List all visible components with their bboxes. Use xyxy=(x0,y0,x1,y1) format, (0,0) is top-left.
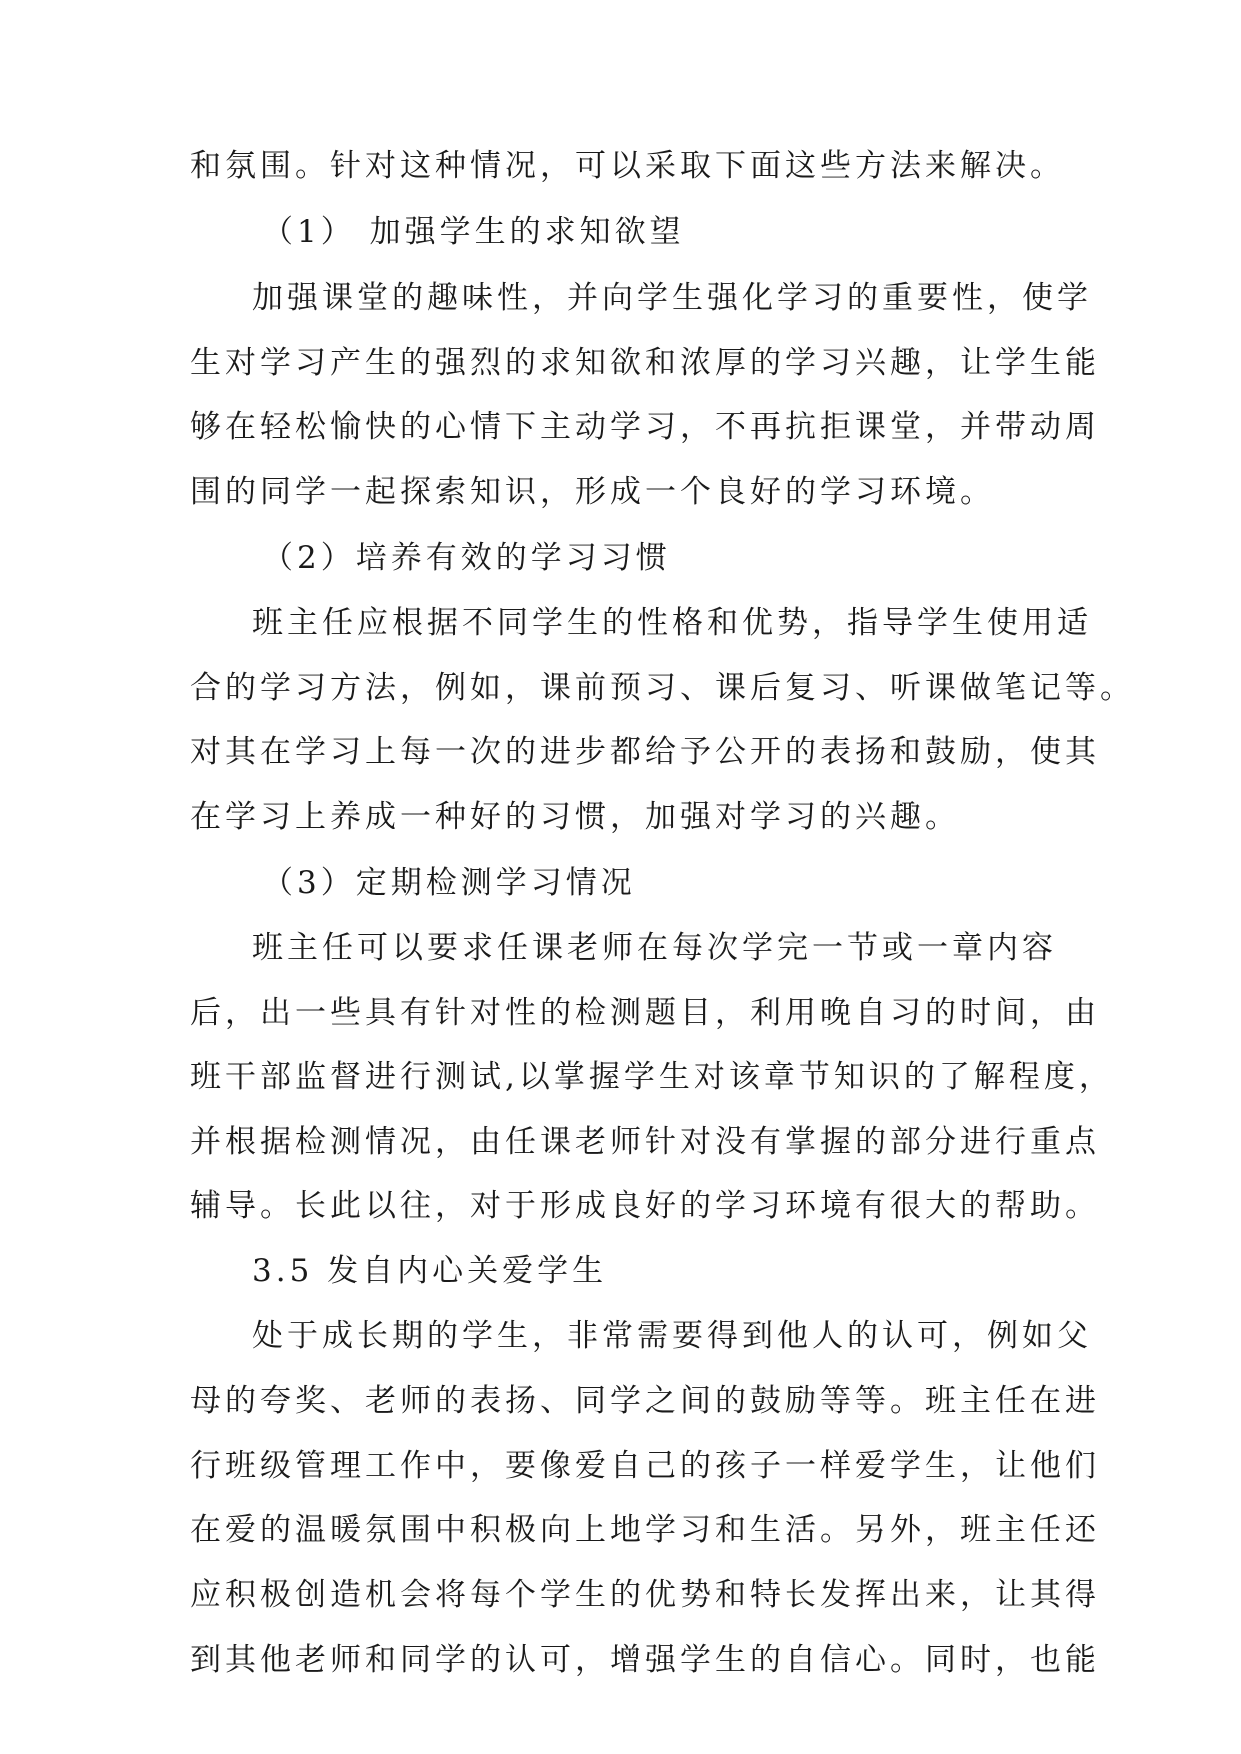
text-line: 后，出一些具有针对性的检测题目，利用晚自习的时间，由 xyxy=(190,995,1100,1031)
text-line: 应积极创造机会将每个学生的优势和特长发挥出来，让其得 xyxy=(190,1577,1100,1613)
section-heading: 3.5 发自内心关爱学生 xyxy=(252,1253,608,1289)
text-line: 辅导。长此以往，对于形成良好的学习环境有很大的帮助。 xyxy=(190,1188,1100,1224)
text-line: 合的学习方法，例如，课前预习、课后复习、听课做笔记等。 xyxy=(190,670,1135,706)
text-line: 在学习上养成一种好的习惯，加强对学习的兴趣。 xyxy=(190,799,960,835)
text-line: 并根据检测情况，由任课老师针对没有掌握的部分进行重点 xyxy=(190,1124,1100,1160)
text-line: 生对学习产生的强烈的求知欲和浓厚的学习兴趣，让学生能 xyxy=(190,345,1100,381)
text-line: 到其他老师和同学的认可，增强学生的自信心。同时，也能 xyxy=(190,1642,1100,1678)
heading-3: （3）定期检测学习情况 xyxy=(262,865,636,901)
text-line: 围的同学一起探索知识，形成一个良好的学习环境。 xyxy=(190,474,995,510)
text-line: 行班级管理工作中，要像爱自己的孩子一样爱学生，让他们 xyxy=(190,1448,1100,1484)
text-line: 班干部监督进行测试,以掌握学生对该章节知识的了解程度， xyxy=(190,1059,1114,1095)
text-line: 处于成长期的学生，非常需要得到他人的认可，例如父 xyxy=(252,1318,1092,1354)
text-line: 对其在学习上每一次的进步都给予公开的表扬和鼓励，使其 xyxy=(190,734,1100,770)
heading-1: （1） 加强学生的求知欲望 xyxy=(262,214,685,250)
text-line: 加强课堂的趣味性，并向学生强化学习的重要性，使学 xyxy=(252,280,1092,316)
text-line: 母的夸奖、老师的表扬、同学之间的鼓励等等。班主任在进 xyxy=(190,1383,1100,1419)
text-line: 够在轻松愉快的心情下主动学习，不再抗拒课堂，并带动周 xyxy=(190,409,1100,445)
heading-2: （2）培养有效的学习习惯 xyxy=(262,540,671,576)
text-line: 在爱的温暖氛围中积极向上地学习和生活。另外，班主任还 xyxy=(190,1512,1100,1548)
text-line: 班主任可以要求任课老师在每次学完一节或一章内容 xyxy=(252,930,1057,966)
text-line: 和氛围。针对这种情况，可以采取下面这些方法来解决。 xyxy=(190,148,1065,184)
text-line: 班主任应根据不同学生的性格和优势，指导学生使用适 xyxy=(252,605,1092,641)
